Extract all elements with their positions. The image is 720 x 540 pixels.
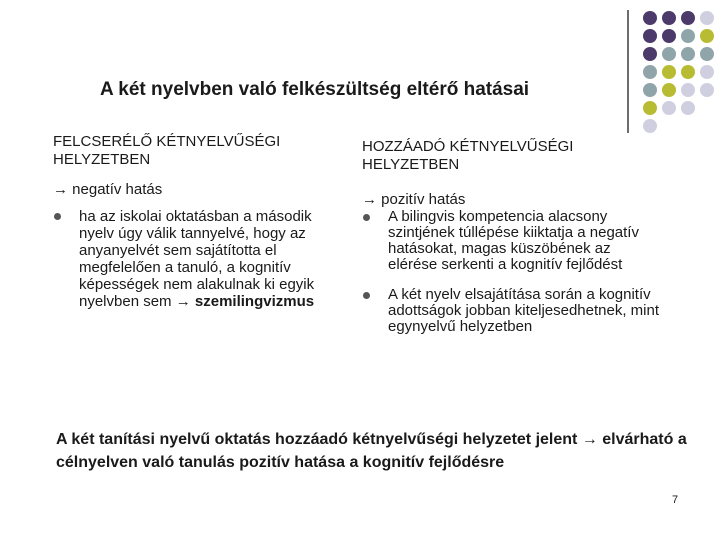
decor-dot <box>700 29 714 43</box>
decor-dot <box>681 101 695 115</box>
decor-dot <box>643 47 657 61</box>
list-item <box>362 209 662 273</box>
decorative-vertical-line <box>627 10 629 133</box>
decor-dot <box>700 65 714 79</box>
decor-dot <box>662 83 676 97</box>
decor-dot <box>681 47 695 61</box>
left-subheading: → negatív hatás <box>53 181 163 198</box>
right-heading: HOZZÁADÓ KÉTNYELVŰSÉGI HELYZETBEN <box>362 138 574 173</box>
bullet-text: A két nyelv elsajátítása során a kognitív adottságok jobban kiteljesedhetnek, mint egynyelvű helyzetben <box>388 286 660 335</box>
slide-title: A két nyelvben való felkészültség eltérő hatásai <box>100 79 530 100</box>
decor-dot <box>681 29 695 43</box>
decor-dot <box>643 101 657 115</box>
decor-dot <box>700 47 714 61</box>
decor-dot <box>681 83 695 97</box>
list-item <box>362 287 662 335</box>
conclusion-text: A két tanítási nyelvű oktatás hozzáadó kétnyelvűségi helyzetet jelent → elvárható a célnyelven való tanulás pozitív hatása a kognitív fejlődésre <box>56 431 687 471</box>
page-number: 7 <box>671 494 679 506</box>
decor-dot <box>700 11 714 25</box>
decor-dot <box>643 65 657 79</box>
bullet-text: ha az iskolai oktatásban a második nyelv úgy válik tannyelvé, hogy az anyanyelvét sem sajátította el megfelelően a tanuló, a kognitív képességek nem alakulnak ki egyik nyelvben sem <box>79 208 315 310</box>
decor-dot <box>700 83 714 97</box>
decor-dot <box>643 83 657 97</box>
arrow-text: → <box>175 293 195 310</box>
decorative-dot-grid <box>643 11 720 141</box>
list-item <box>53 208 323 310</box>
decor-dot <box>681 11 695 25</box>
decor-dot <box>662 65 676 79</box>
decor-dot <box>643 119 657 133</box>
key-term: szemilingvizmus <box>194 293 315 310</box>
right-subheading: → pozitív hatás <box>362 191 466 208</box>
left-column <box>53 133 323 324</box>
decor-dot <box>643 29 657 43</box>
right-column <box>362 138 662 349</box>
bullet-dot <box>54 213 61 220</box>
decor-dot <box>643 11 657 25</box>
right-bullet-list <box>362 209 662 335</box>
decor-dot <box>662 47 676 61</box>
decor-dot <box>681 65 695 79</box>
left-bullet-list <box>53 208 323 310</box>
decor-dot <box>662 11 676 25</box>
decor-dot <box>662 101 676 115</box>
decor-dot <box>662 29 676 43</box>
bullet-text: A bilingvis kompetencia alacsony szintjének túllépése kiiktatja a negatív hatásokat, magas küszöbének az elérése serkenti a kognitív fejlődést <box>388 208 639 273</box>
left-heading: FELCSERÉLŐ KÉTNYELVŰSÉGI HELYZETBEN <box>53 133 281 168</box>
bullet-dot <box>363 214 370 221</box>
bullet-dot <box>363 292 370 299</box>
